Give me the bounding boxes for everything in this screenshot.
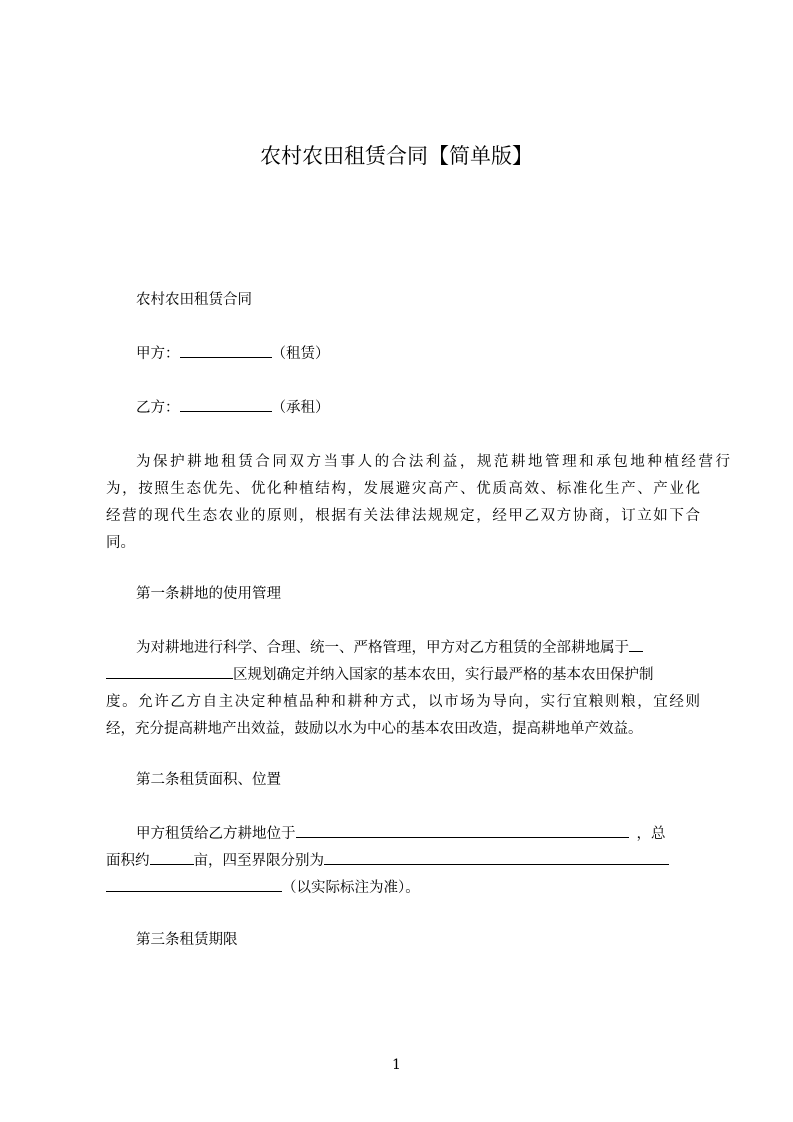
party-a-blank <box>180 339 272 358</box>
article-2-text-2: ，总 <box>636 826 666 842</box>
party-a-suffix: （租赁） <box>271 346 330 362</box>
article-1-heading: 第一条耕地的使用管理 <box>136 586 281 602</box>
article-2-line-1 <box>106 819 730 849</box>
article-1-line-1 <box>106 633 730 663</box>
party-b-line <box>106 393 730 423</box>
article-1-text-1: 为对耕地进行科学、合理、统一、严格管理，甲方对乙方租赁的全部耕地属于 <box>136 640 629 656</box>
article-1-line-4: 经，充分提高耕地产出效益，鼓励以水为中心的基本农田改造，提高耕地单产效益。 <box>106 721 643 737</box>
article-1-text-2: 区规划确定并纳入国家的基本农田，实行最严格的基本农田保护制 <box>233 667 654 683</box>
article-1-blank-a <box>629 633 643 652</box>
article-2-heading: 第二条租赁面积、位置 <box>136 772 281 788</box>
party-b-label: 乙方： <box>136 400 180 416</box>
article-2-line-3 <box>106 873 700 903</box>
party-b-blank <box>180 393 272 412</box>
article-2-boundary-blank-b <box>106 873 282 892</box>
preamble-line-2: 为，按照生态优先、优化种植结构，发展避灾高产、优质高效、标准化生产、产业化 <box>106 481 700 497</box>
article-2-text-3: 面积约 <box>106 853 150 869</box>
article-1-blank-b <box>106 660 233 679</box>
document-title: 农村农田租赁合同【简单版】 <box>260 144 533 168</box>
article-2-boundary-blank-a <box>324 846 669 865</box>
article-2-text-4: 亩，四至界限分别为 <box>193 853 324 869</box>
party-b-suffix: （承租） <box>271 400 330 416</box>
preamble-line-4: 同。 <box>106 535 135 551</box>
article-3-heading: 第三条租赁期限 <box>136 932 238 948</box>
contract-heading: 农村农田租赁合同 <box>136 292 252 308</box>
article-1-line-3: 度。允许乙方自主决定种植品种和耕种方式，以市场为导向，实行宜粮则粮，宜经则 <box>106 694 700 710</box>
page-number: 1 <box>392 1057 401 1073</box>
preamble-line-1: 为保护耕地租赁合同双方当事人的合法利益，规范耕地管理和承包地种植经营行 <box>136 454 730 470</box>
article-2-text-5: （以实际标注为准）。 <box>282 880 420 896</box>
article-2-text-1: 甲方租赁给乙方耕地位于 <box>136 826 296 842</box>
article-2-area-blank <box>150 846 194 865</box>
article-2-line-2 <box>106 846 700 876</box>
article-1-line-2 <box>106 660 700 690</box>
article-2-location-blank <box>296 819 629 838</box>
party-a-line <box>106 339 730 369</box>
preamble-line-3: 经营的现代生态农业的原则，根据有关法律法规规定，经甲乙双方协商，订立如下合 <box>106 508 700 524</box>
party-a-label: 甲方： <box>136 346 180 362</box>
